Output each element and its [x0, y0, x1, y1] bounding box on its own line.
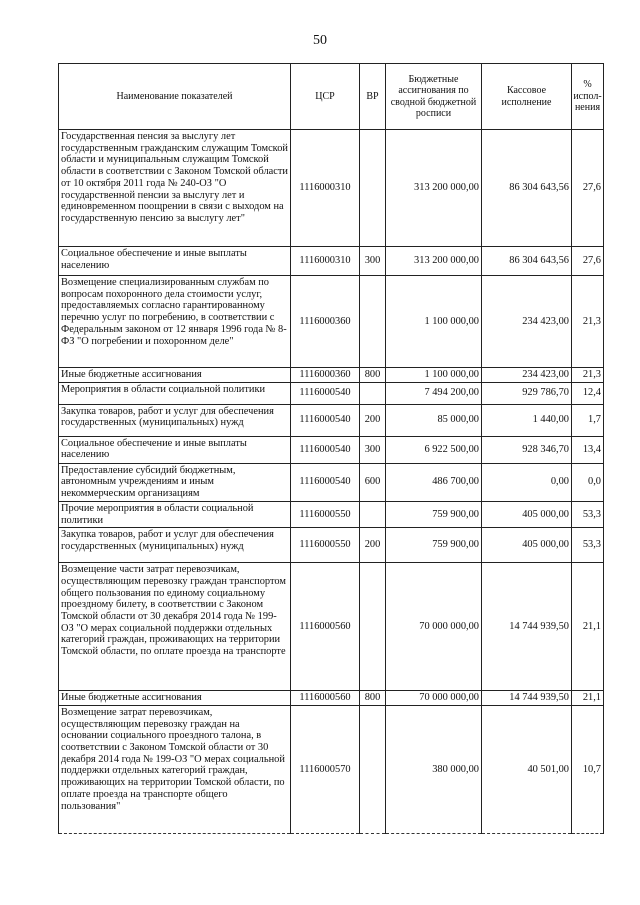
row-budget: 313 200 000,00	[386, 247, 482, 276]
row-csr: 1116000310	[291, 247, 360, 276]
table-row	[59, 368, 604, 383]
row-name: Государственная пенсия за выслугу лет государственным гражданским служащим Томской области и муниципальным служащим Томской области в соответствии с Законом Томской области от 10 октября 2011 года № 240-ОЗ "О государственной пенсии за выслугу лет и единовременном поощрении в связи с выходом на государственную пенсию за выслугу лет"	[59, 130, 291, 247]
row-vr	[360, 276, 386, 368]
row-vr	[360, 705, 386, 833]
row-cash: 0,00	[482, 463, 572, 501]
row-budget: 7 494 200,00	[386, 382, 482, 404]
table-row	[59, 436, 604, 463]
table-row	[59, 404, 604, 436]
row-vr: 200	[360, 528, 386, 563]
header-cash: Кассовое исполнение	[482, 64, 572, 130]
row-name: Социальное обеспечение и иные выплаты населению	[59, 436, 291, 463]
row-name: Закупка товаров, работ и услуг для обеспечения государственных (муниципальных) нужд	[59, 528, 291, 563]
row-budget: 380 000,00	[386, 705, 482, 833]
row-cash: 929 786,70	[482, 382, 572, 404]
row-csr: 1116000360	[291, 276, 360, 368]
row-cash: 928 346,70	[482, 436, 572, 463]
row-vr: 800	[360, 691, 386, 706]
row-vr: 300	[360, 247, 386, 276]
row-percent: 53,3	[572, 528, 604, 563]
row-budget: 486 700,00	[386, 463, 482, 501]
row-percent: 53,3	[572, 501, 604, 527]
row-vr: 200	[360, 404, 386, 436]
row-percent: 21,3	[572, 368, 604, 383]
row-cash: 234 423,00	[482, 276, 572, 368]
row-cash: 86 304 643,56	[482, 247, 572, 276]
row-csr: 1116000540	[291, 463, 360, 501]
header-budget: Бюджетные ассигнования по сводной бюджетной росписи	[386, 64, 482, 130]
row-csr: 1116000540	[291, 436, 360, 463]
row-percent: 21,1	[572, 691, 604, 706]
row-csr: 1116000550	[291, 528, 360, 563]
row-cash: 40 501,00	[482, 705, 572, 833]
row-percent: 0,0	[572, 463, 604, 501]
row-csr: 1116000540	[291, 382, 360, 404]
row-name: Прочие мероприятия в области социальной политики	[59, 501, 291, 527]
page-number: 50	[313, 33, 327, 48]
row-percent: 10,7	[572, 705, 604, 833]
table-row	[59, 691, 604, 706]
row-budget: 1 100 000,00	[386, 368, 482, 383]
row-csr: 1116000560	[291, 691, 360, 706]
row-cash: 405 000,00	[482, 528, 572, 563]
row-percent: 12,4	[572, 382, 604, 404]
row-budget: 70 000 000,00	[386, 563, 482, 691]
row-name: Социальное обеспечение и иные выплаты населению	[59, 247, 291, 276]
row-cash: 14 744 939,50	[482, 691, 572, 706]
row-vr: 600	[360, 463, 386, 501]
row-cash: 234 423,00	[482, 368, 572, 383]
row-budget: 70 000 000,00	[386, 691, 482, 706]
row-csr: 1116000540	[291, 404, 360, 436]
row-vr	[360, 563, 386, 691]
table-row	[59, 247, 604, 276]
row-name: Иные бюджетные ассигнования	[59, 691, 291, 706]
row-budget: 6 922 500,00	[386, 436, 482, 463]
row-cash: 1 440,00	[482, 404, 572, 436]
row-csr: 1116000570	[291, 705, 360, 833]
row-vr	[360, 501, 386, 527]
row-percent: 27,6	[572, 247, 604, 276]
row-percent: 21,1	[572, 563, 604, 691]
table-row	[59, 463, 604, 501]
header-vr: ВР	[360, 64, 386, 130]
row-name: Предоставление субсидий бюджетным, автономным учреждениям и иным некоммерческим организациям	[59, 463, 291, 501]
table-row	[59, 501, 604, 527]
row-vr: 300	[360, 436, 386, 463]
row-vr	[360, 130, 386, 247]
row-name: Закупка товаров, работ и услуг для обеспечения государственных (муниципальных) нужд	[59, 404, 291, 436]
row-csr: 1116000310	[291, 130, 360, 247]
row-csr: 1116000550	[291, 501, 360, 527]
row-name: Возмещение части затрат перевозчикам, осуществляющим перевозку граждан транспортом общего пользования по единому социальному проездному билету, в соответствии с Законом Томской области от 30 декабря 2014 года № 199-ОЗ "О мерах социальной поддержки отдельных категорий граждан, проживающих на территории Томской области, по оплате проезда на транспорте	[59, 563, 291, 691]
header-csr: ЦСР	[291, 64, 360, 130]
row-percent: 13,4	[572, 436, 604, 463]
budget-execution-table	[58, 63, 604, 834]
table-row	[59, 528, 604, 563]
row-budget: 85 000,00	[386, 404, 482, 436]
table-header-row	[59, 64, 604, 130]
row-name: Возмещение затрат перевозчикам, осуществляющим перевозку граждан на основании социального проездного талона, в соответствии с Законом Томской области от 30 декабря 2014 года № 199-ОЗ "О мерах социальной поддержки отдельных категорий граждан, проживающих на территории Томской области, по оплате проезда на транспорте общего пользования"	[59, 705, 291, 833]
row-name: Возмещение специализированным службам по вопросам похоронного дела стоимости услуг, предоставляемых согласно гарантированному перечню услуг по погребению, в соответствии с Федеральным законом от 12 января 1996 года № 8-ФЗ "О погребении и похоронном деле"	[59, 276, 291, 368]
table-row	[59, 130, 604, 247]
row-budget: 759 900,00	[386, 528, 482, 563]
row-budget: 759 900,00	[386, 501, 482, 527]
table-row	[59, 382, 604, 404]
row-percent: 21,3	[572, 276, 604, 368]
table-row	[59, 563, 604, 691]
table-row	[59, 276, 604, 368]
row-name: Иные бюджетные ассигнования	[59, 368, 291, 383]
row-cash: 14 744 939,50	[482, 563, 572, 691]
row-vr: 800	[360, 368, 386, 383]
row-cash: 405 000,00	[482, 501, 572, 527]
header-name: Наименование показателей	[59, 64, 291, 130]
row-vr	[360, 382, 386, 404]
header-percent: % испол-нения	[572, 64, 604, 130]
row-budget: 313 200 000,00	[386, 130, 482, 247]
table-row	[59, 705, 604, 833]
row-csr: 1116000560	[291, 563, 360, 691]
row-budget: 1 100 000,00	[386, 276, 482, 368]
row-percent: 1,7	[572, 404, 604, 436]
row-name: Мероприятия в области социальной политики	[59, 382, 291, 404]
row-cash: 86 304 643,56	[482, 130, 572, 247]
row-percent: 27,6	[572, 130, 604, 247]
row-csr: 1116000360	[291, 368, 360, 383]
